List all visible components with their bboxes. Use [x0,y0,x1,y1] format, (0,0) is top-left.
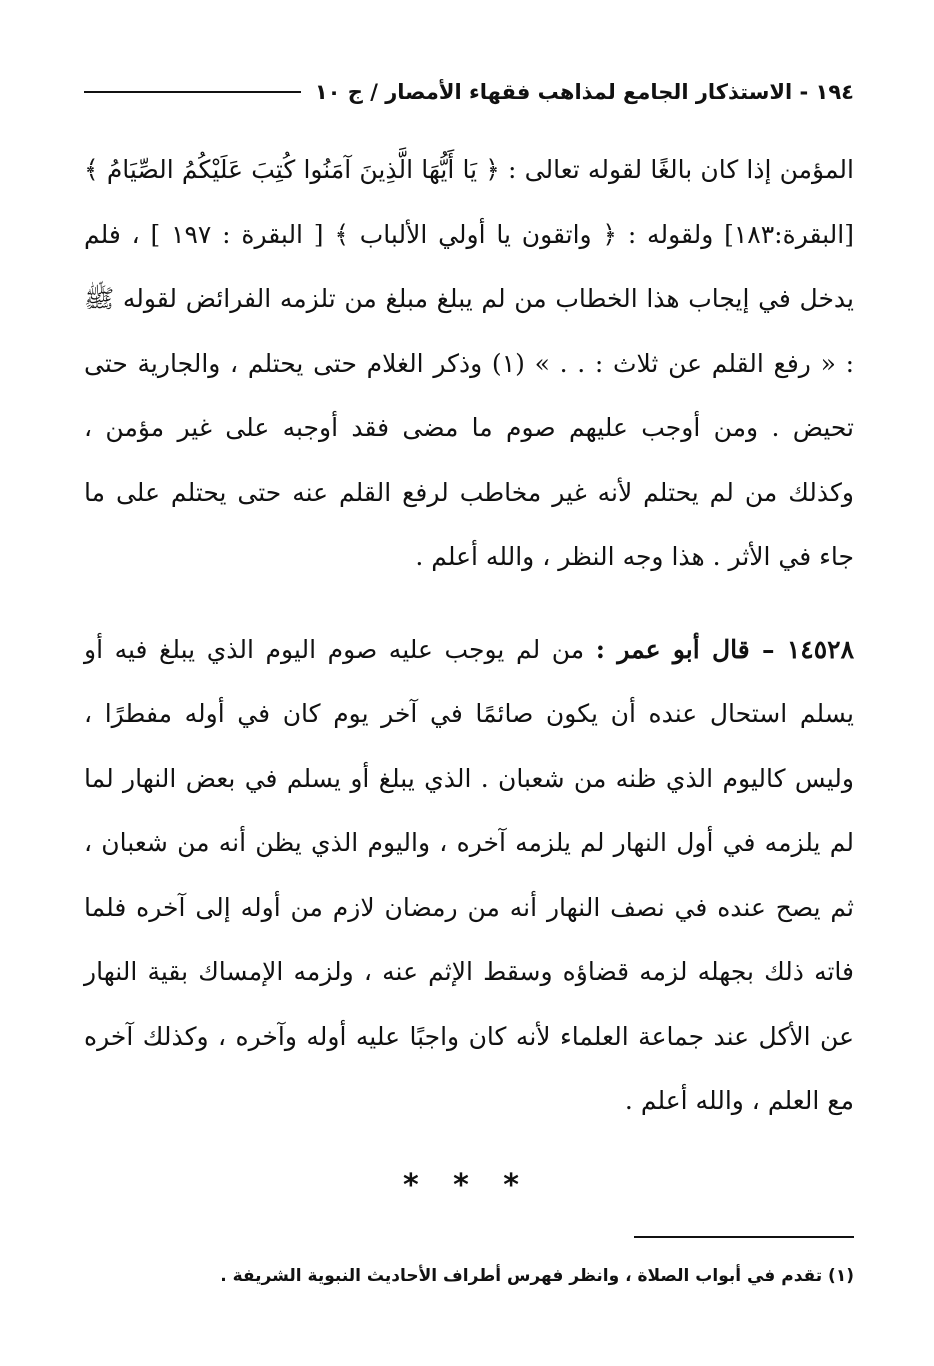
running-header [84,70,854,114]
header-text: ١٩٤ - الاستذكار الجامع لمذاهب فقهاء الأمصار / ج ١٠ [314,80,854,104]
paragraph-1-text: المؤمن إذا كان بالغًا لقوله تعالى : ﴿ يَا أَيُّهَا الَّذِينَ آمَنُوا كُتِبَ عَلَيْكُمُ الصِّيَامُ ﴾ [البقرة:١٨٣] ولقوله : ﴿ واتقون يا أولي الألباب ﴾ [ البقرة : ١٩٧ ] ، فلم يدخل في إيجاب هذا الخطاب من لم يبلغ مبلغ من تلزمه الفرائض لقوله ﷺ : « رفع القلم عن ثلاث : . . » (١) وذكر الغلام حتى يحتلم ، والجارية حتى تحيض . ومن أوجب عليهم صوم ما مضى فقد أوجبه على غير مؤمن ، وكذلك من لم يحتلم لأنه غير مخاطب لرفع القلم عنه حتى يحتلم على ما جاء في الأثر . هذا وجه النظر ، والله أعلم . [84,155,854,571]
footnote: (١) تقدم في أبواب الصلاة ، وانظر فهرس أطراف الأحاديث النبوية الشريفة . [220,1266,854,1286]
paragraph-number-label: ١٤٥٢٨ – قال أبو عمر : [595,634,854,664]
footnote-rule [634,1236,854,1238]
paragraph-1 [84,138,854,590]
main-text [84,138,854,1134]
paragraph-14528 [84,618,854,1134]
paragraph-2-text: من لم يوجب عليه صوم اليوم الذي يبلغ فيه أو يسلم استحال عنده أن يكون صائمًا في آخر يوم كان في أوله مفطرًا ، وليس كاليوم الذي ظنه من شعبان . الذي يبلغ أو يسلم في بعض النهار لما لم يلزمه في أول النهار لم يلزمه آخره ، واليوم الذي يظن أنه من شعبان ، ثم يصح عنده في نصف النهار أنه من رمضان لازم من أوله إلى آخره فلما فاته ذلك بجهله لزمه قضاؤه وسقط الإثم عنه ، ولزمه الإمساك بقية النهار عن الأكل عند جماعة العلماء لأنه كان واجبًا عليه أوله وآخره ، وكذلك آخره مع العلم ، والله أعلم . [84,634,854,1115]
header-rule [84,91,301,93]
section-separator: * * * [403,1168,531,1203]
